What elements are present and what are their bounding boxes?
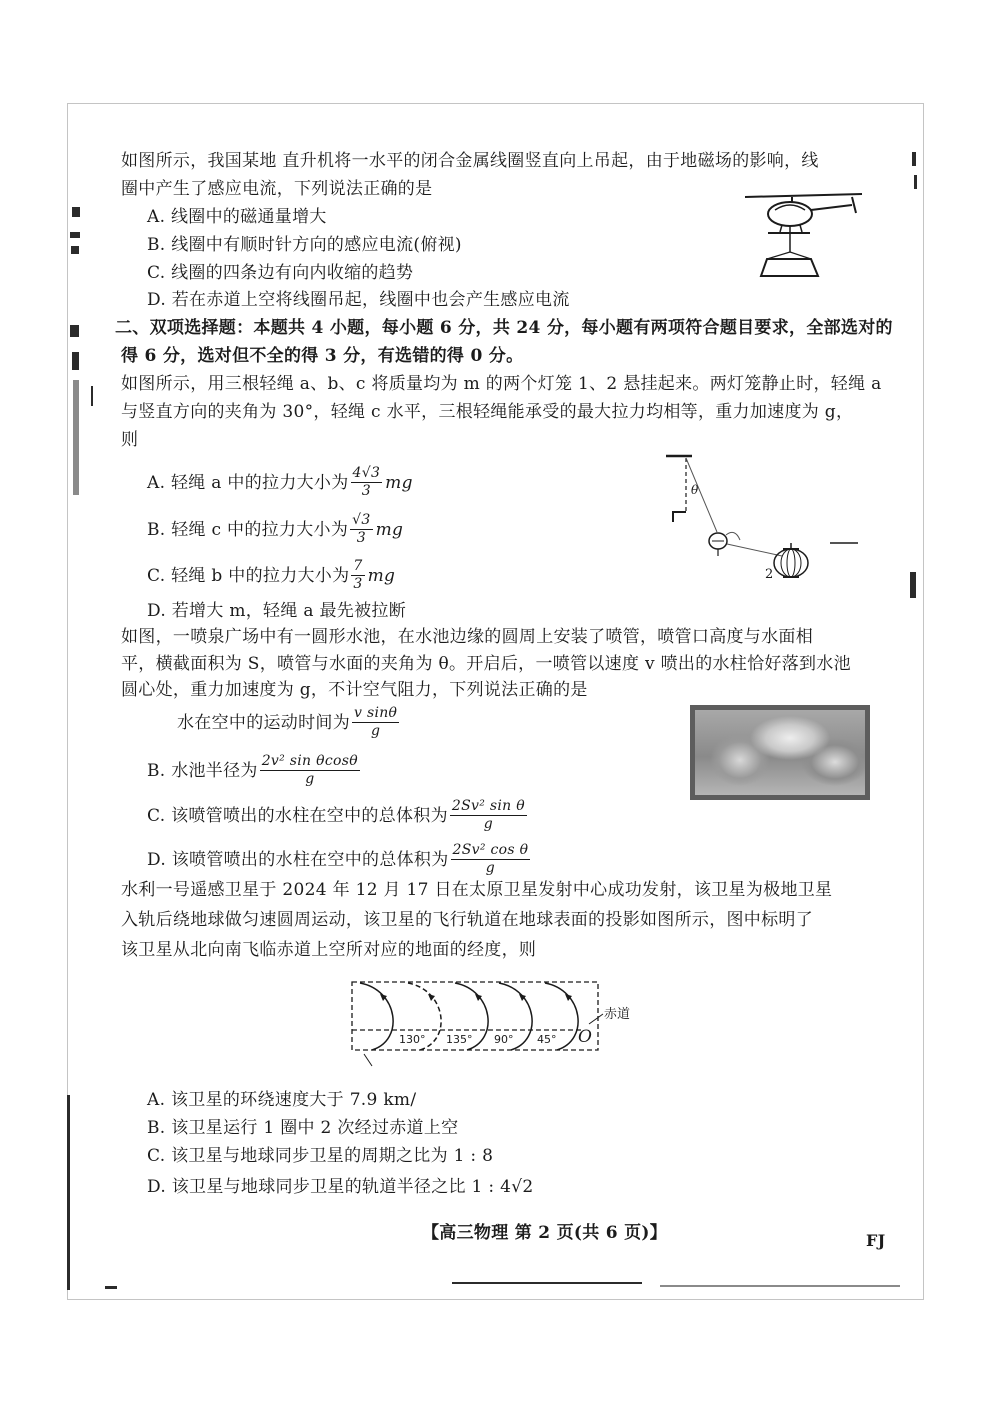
question-stem-line: 水利一号遥感卫星于 2024 年 12 月 17 日在太原卫星发射中心成功发射，该卫星为极地卫星 (121, 880, 833, 900)
question-stem-line: 圆心处，重力加速度为 g，不计空气阻力，下列说法正确的是 (121, 680, 588, 700)
scan-mark (452, 1282, 642, 1284)
option-c (147, 798, 529, 833)
fraction-denominator: g (371, 723, 381, 739)
fraction (351, 558, 364, 593)
longitude-label: 130° (399, 1033, 426, 1046)
question-stem-line: 该卫星从北向南飞临赤道上空所对应的地面的经度，则 (121, 940, 537, 960)
angle-label: θ (691, 483, 699, 497)
fraction-denominator: g (483, 816, 494, 832)
scan-mark (71, 246, 79, 254)
fraction (260, 753, 360, 788)
longitude-label: 135° (446, 1033, 473, 1046)
scan-mark (70, 325, 79, 337)
option-text: C. 轻绳 b 中的拉力大小为 (147, 565, 350, 586)
fraction-denominator: g (485, 860, 496, 876)
option-text: 水在空中的运动时间为 (177, 712, 350, 733)
scan-mark (105, 1286, 117, 1289)
page-footer: 【高三物理 第 2 页(共 6 页)】 (422, 1223, 668, 1243)
fraction-denominator: 3 (361, 483, 371, 499)
scan-mark (72, 352, 79, 370)
question-stem-line: 则 (121, 430, 139, 450)
option-c (147, 558, 395, 593)
equator-label: 赤道 (604, 1007, 631, 1022)
fountain-photo (690, 705, 870, 800)
question-stem-line: 与竖直方向的夹角为 30°，轻绳 c 水平，三根轻绳能承受的最大拉力均相等，重力加速度为 g， (121, 402, 854, 422)
option-a: A. 该卫星的环绕速度大于 7.9 km/ (147, 1090, 417, 1110)
fraction-denominator: 3 (353, 576, 363, 592)
lantern-label: 2 (765, 567, 774, 582)
helicopter-figure (735, 180, 870, 285)
option-c: C. 线圈的四条边有向内收缩的趋势 (147, 263, 414, 283)
scan-mark (67, 1095, 70, 1290)
fraction-numerator: v sinθ (354, 705, 398, 721)
question-stem-line: 如图所示，我国某地 直升机将一水平的闭合金属线圈竖直向上吊起，由于地磁场的影响，线 (121, 151, 819, 171)
fraction (352, 705, 399, 740)
question-stem-line: 平，横截面积为 S，喷管与水面的夹角为 θ。开启后，一喷管以速度 v 喷出的水柱恰好落到水池 (121, 654, 851, 674)
option-unit: mg (385, 472, 413, 493)
option-text: D. 该喷管喷出的水柱在空中的总体积为 (147, 849, 449, 870)
option-b: B. 该卫星运行 1 圈中 2 次经过赤道上空 (147, 1118, 459, 1138)
longitude-label: 45° (537, 1033, 557, 1046)
question-stem-line: 如图所示，用三根轻绳 a、b、c 将质量均为 m 的两个灯笼 1、2 悬挂起来。两灯笼静止时，轻绳 a (121, 374, 882, 394)
option-text: B. 轻绳 c 中的拉力大小为 (147, 519, 349, 540)
fraction-numerator: 2Sv² sin θ (451, 798, 525, 814)
option-a (147, 465, 413, 500)
option-b (147, 753, 362, 788)
fraction-numerator: 7 (353, 558, 363, 574)
fraction-numerator: 2v² sin θcosθ (261, 753, 358, 769)
longitude-label: 90° (494, 1033, 514, 1046)
option-text: A. 轻绳 a 中的拉力大小为 (147, 472, 349, 493)
fraction (450, 798, 527, 833)
question-stem-line: 入轨后绕地球做匀速圆周运动，该卫星的飞行轨道在地球表面的投影如图所示，图中标明了 (121, 910, 813, 930)
lantern-figure (655, 448, 865, 583)
question-stem-line: 如图，一喷泉广场中有一圆形水池，在水池边缘的圆周上安装了喷管，喷管口高度与水面相 (121, 627, 813, 647)
scan-mark (72, 207, 80, 217)
equator-leader-line (589, 1014, 603, 1024)
fraction (350, 512, 372, 547)
section-header: 得 6 分，选对但不全的得 3 分，有选错的得 0 分。 (121, 346, 524, 366)
fraction (451, 842, 531, 877)
option-d: D. 若在赤道上空将线圈吊起，线圈中也会产生感应电流 (147, 290, 570, 310)
scan-mark (660, 1285, 900, 1287)
scan-mark (914, 175, 917, 189)
option-unit: mg (375, 519, 404, 540)
option-a: A. 线圈中的磁通量增大 (147, 207, 327, 227)
fraction-numerator: √3 (352, 512, 371, 528)
scan-mark (91, 386, 93, 406)
option-a (177, 705, 401, 740)
option-d: D. 该卫星与地球同步卫星的轨道半径之比 1 : 4√2 (147, 1177, 534, 1197)
option-b (147, 512, 403, 547)
question-stem-line: 圈中产生了感应电流，下列说法正确的是 (121, 179, 433, 199)
option-b: B. 线圈中有顺时针方向的感应电流(俯视) (147, 235, 462, 255)
option-d (147, 842, 532, 877)
ground-track (360, 983, 393, 1050)
option-text: B. 水池半径为 (147, 760, 258, 781)
option-c: C. 该卫星与地球同步卫星的周期之比为 1 : 8 (147, 1146, 494, 1166)
origin-label: O (578, 1027, 592, 1047)
scan-mark (912, 152, 916, 166)
option-d: D. 若增大 m，轻绳 a 最先被拉断 (147, 601, 406, 621)
lantern-2 (774, 543, 808, 577)
track-continuation (364, 1054, 372, 1066)
fraction-numerator: 2Sv² cos θ (452, 842, 529, 858)
fraction-denominator: 3 (356, 530, 366, 546)
scan-mark (70, 232, 80, 238)
option-unit: mg (367, 565, 396, 586)
fraction-numerator: 4√3 (352, 465, 381, 481)
option-text: C. 该喷管喷出的水柱在空中的总体积为 (147, 805, 448, 826)
ground-track-figure (340, 972, 640, 1072)
scan-mark (73, 380, 79, 495)
fraction (351, 465, 383, 500)
direction-arrow (428, 994, 435, 1001)
fraction-denominator: g (305, 771, 315, 787)
paper-code: FJ (866, 1231, 886, 1250)
scan-mark (910, 572, 916, 598)
section-header: 二、双项选择题：本题共 4 小题，每小题 6 分，共 24 分，每小题有两项符合题目要求，全部选对的 (115, 318, 893, 338)
